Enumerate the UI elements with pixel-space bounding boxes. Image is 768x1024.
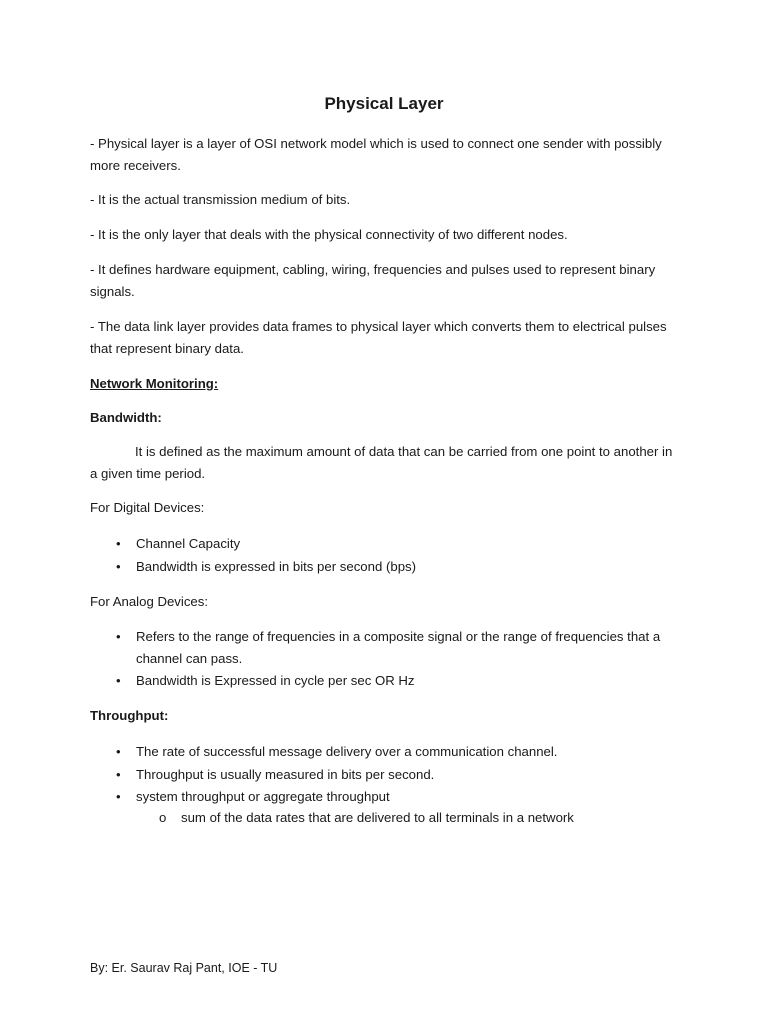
list-item-text: Refers to the range of frequencies in a composite signal or the range of frequencies that a channel can pass. — [136, 629, 661, 666]
circle-bullet-icon: o — [159, 809, 167, 825]
label-analog-devices: For Analog Devices: — [90, 594, 209, 609]
bullet-icon: • — [116, 789, 121, 804]
list-item-text: Channel Capacity — [136, 536, 241, 551]
paragraph-data-link-layer: - The data link layer provides data frames to physical layer which converts them to electrical pulses that represent binary data. — [90, 319, 667, 356]
list-item — [90, 670, 680, 692]
bandwidth-definition: It is defined as the maximum amount of data that can be carried from one point to another in a given time period. — [90, 444, 673, 481]
analog-devices-list — [90, 626, 680, 693]
digital-devices-list — [90, 533, 680, 578]
page-title: Physical Layer — [324, 94, 444, 113]
bullet-icon: • — [116, 536, 121, 551]
paragraph-hardware-equipment: - It defines hardware equipment, cabling, wiring, frequencies and pulses used to represent binary signals. — [90, 262, 656, 299]
label-digital-devices: For Digital Devices: — [90, 500, 205, 515]
throughput-sub-list — [136, 808, 680, 827]
subheading-bandwidth: Bandwidth: — [90, 410, 162, 425]
bullet-icon: • — [116, 558, 121, 574]
throughput-list — [90, 741, 680, 828]
section-heading-network-monitoring: Network Monitoring: — [90, 376, 219, 391]
list-item — [90, 533, 680, 555]
paragraph-physical-connectivity: - It is the only layer that deals with the physical connectivity of two different nodes. — [90, 227, 568, 242]
bullet-icon: • — [116, 673, 121, 688]
bullet-icon: • — [116, 629, 121, 644]
list-item-text: The rate of successful message delivery over a communication channel. — [136, 744, 558, 759]
subheading-throughput: Throughput: — [90, 708, 169, 723]
footer-author: By: Er. Saurav Raj Pant, IOE - TU — [90, 961, 278, 975]
list-item — [90, 556, 680, 578]
list-item — [90, 626, 680, 669]
sub-list-item — [136, 808, 680, 827]
list-item — [90, 741, 680, 763]
list-item-text: system throughput or aggregate throughput — [136, 789, 390, 804]
sub-list-item-text: sum of the data rates that are delivered to all terminals in a network — [181, 809, 574, 825]
list-item — [90, 786, 680, 827]
list-item-text: Bandwidth is expressed in bits per second (bps) — [136, 558, 417, 574]
list-item — [90, 764, 680, 786]
paragraph-osi-definition: - Physical layer is a layer of OSI network model which is used to connect one sender with possibly more receivers. — [90, 136, 662, 173]
bullet-icon: • — [116, 744, 121, 759]
list-item-text: Throughput is usually measured in bits per second. — [136, 766, 435, 782]
paragraph-transmission-medium: - It is the actual transmission medium of bits. — [90, 192, 351, 207]
list-item-text: Bandwidth is Expressed in cycle per sec OR Hz — [136, 673, 415, 688]
bullet-icon: • — [116, 766, 121, 782]
